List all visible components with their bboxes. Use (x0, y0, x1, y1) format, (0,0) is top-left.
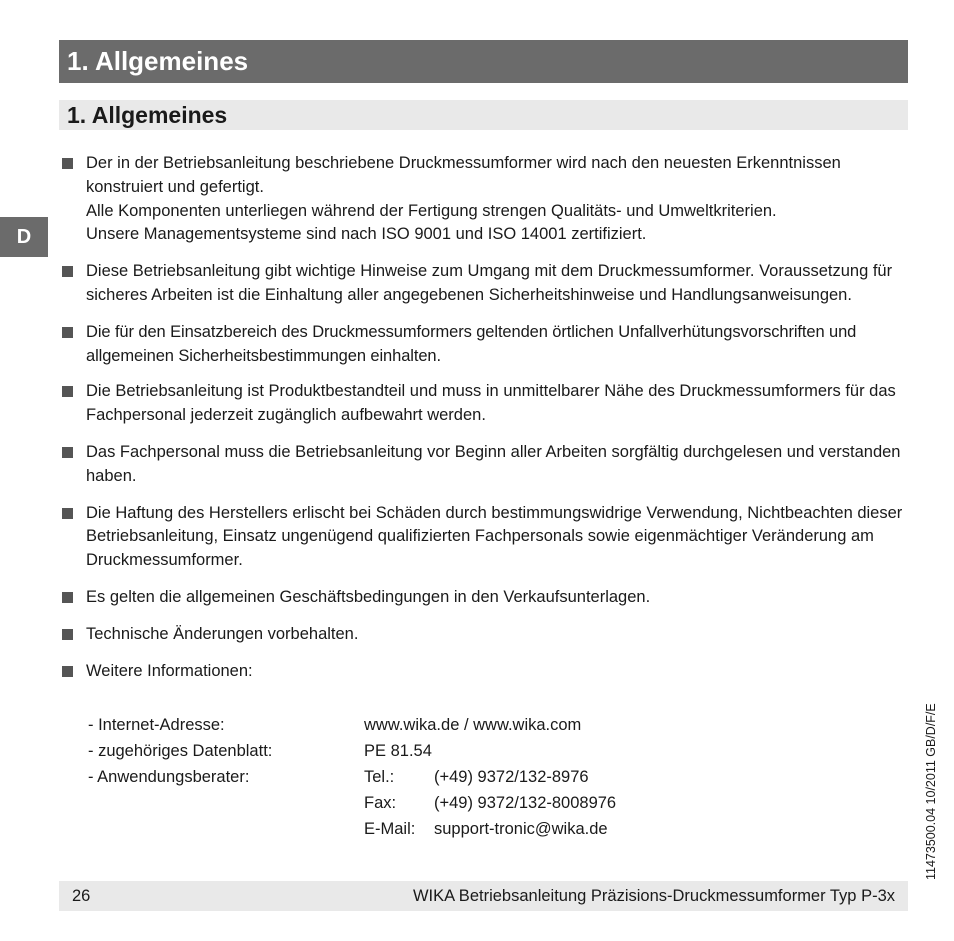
chapter-heading: 1. Allgemeines (59, 40, 908, 83)
list-item (62, 441, 908, 489)
page-number: 26 (72, 887, 91, 905)
list-item (62, 660, 908, 684)
square-bullet-icon (62, 266, 73, 277)
email-label: E-Mail: (364, 820, 416, 838)
paragraph: Der in der Betriebsanleitung beschriebene Druckmessumformer wird nach den neuesten Erkenntnissen konstruiert und gefertigt. (86, 154, 841, 196)
datasheet-value: PE 81.54 (364, 742, 432, 760)
list-item (62, 321, 908, 369)
info-row-advisor (88, 764, 688, 790)
paragraph: Das Fachpersonal muss die Betriebsanleitung vor Beginn aller Arbeiten sorgfältig durchgelesen und verstanden haben. (86, 442, 901, 485)
square-bullet-icon (62, 592, 73, 603)
fax-value: (+49) 9372/132-8008976 (434, 794, 617, 812)
email-value: support-tronic@wika.de (434, 820, 608, 838)
square-bullet-icon (62, 158, 73, 169)
paragraph: Die für den Einsatzbereich des Druckmessumformers geltenden örtlichen Unfallverhütungsvorschriften und allgemeinen Sicherheitsbestimmungen einhalten. (86, 322, 857, 365)
square-bullet-icon (62, 447, 73, 458)
list-item (62, 380, 908, 428)
paragraph: Die Betriebsanleitung ist Produktbestandteil und muss in unmittelbarer Nähe des Druckmessumformers für das Fachpersonal jederzeit zugänglich aufbewahrt werden. (86, 382, 896, 425)
paragraph: Weitere Informationen: (86, 661, 253, 680)
paragraph: Technische Änderungen vorbehalten. (86, 624, 359, 643)
info-row-fax (88, 790, 688, 816)
tel-value: (+49) 9372/132-8976 (434, 768, 589, 786)
square-bullet-icon (62, 629, 73, 640)
square-bullet-icon (62, 327, 73, 338)
paragraph: Die Haftung des Herstellers erlischt bei Schäden durch bestimmungswidrige Verwendung, Nichtbeachten dieser Betriebsanleitung, Einsatz ungenügend qualifizierten Fachpersonals sowie eigenmächtiger Veränderung am Druckmessumformer. (86, 503, 903, 570)
list-item (62, 623, 908, 647)
footer-title: WIKA Betriebsanleitung Präzisions-Druckmessumformer Typ P-3x (412, 887, 895, 905)
square-bullet-icon (62, 508, 73, 519)
language-tab: D (0, 217, 48, 257)
document-code: 11473500.04 10/2011 GB/D/F/E (924, 703, 938, 880)
contact-info (88, 712, 688, 842)
list-item (62, 260, 908, 308)
info-label: - zugehöriges Datenblatt: (88, 742, 273, 760)
info-row-internet (88, 712, 688, 738)
paragraph: Unsere Managementsysteme sind nach ISO 9001 und ISO 14001 zertifiziert. (86, 225, 647, 244)
paragraph: Es gelten die allgemeinen Geschäftsbedingungen in den Verkaufsunterlagen. (86, 587, 651, 606)
info-row-datasheet (88, 738, 688, 764)
paragraph: Alle Komponenten unterliegen während der Fertigung strengen Qualitäts- und Umweltkriterien. (86, 201, 777, 220)
list-item (62, 586, 908, 610)
square-bullet-icon (62, 386, 73, 397)
info-label: - Anwendungsberater: (88, 768, 250, 786)
page-footer (59, 881, 908, 911)
list-item (62, 502, 908, 573)
section-heading: 1. Allgemeines (59, 100, 908, 130)
list-item (62, 152, 908, 247)
info-label: - Internet-Adresse: (88, 716, 225, 734)
internet-address: www.wika.de / www.wika.com (364, 716, 582, 734)
info-row-email (88, 816, 688, 842)
square-bullet-icon (62, 666, 73, 677)
bullet-list (62, 152, 908, 683)
fax-label: Fax: (364, 794, 397, 812)
tel-label: Tel.: (364, 768, 395, 786)
paragraph: Diese Betriebsanleitung gibt wichtige Hinweise zum Umgang mit dem Druckmessumformer. Voraussetzung für sicheres Arbeiten ist die Einhaltung aller angegebenen Sicherheitshinweise und Handlungsanweisungen. (86, 262, 893, 304)
